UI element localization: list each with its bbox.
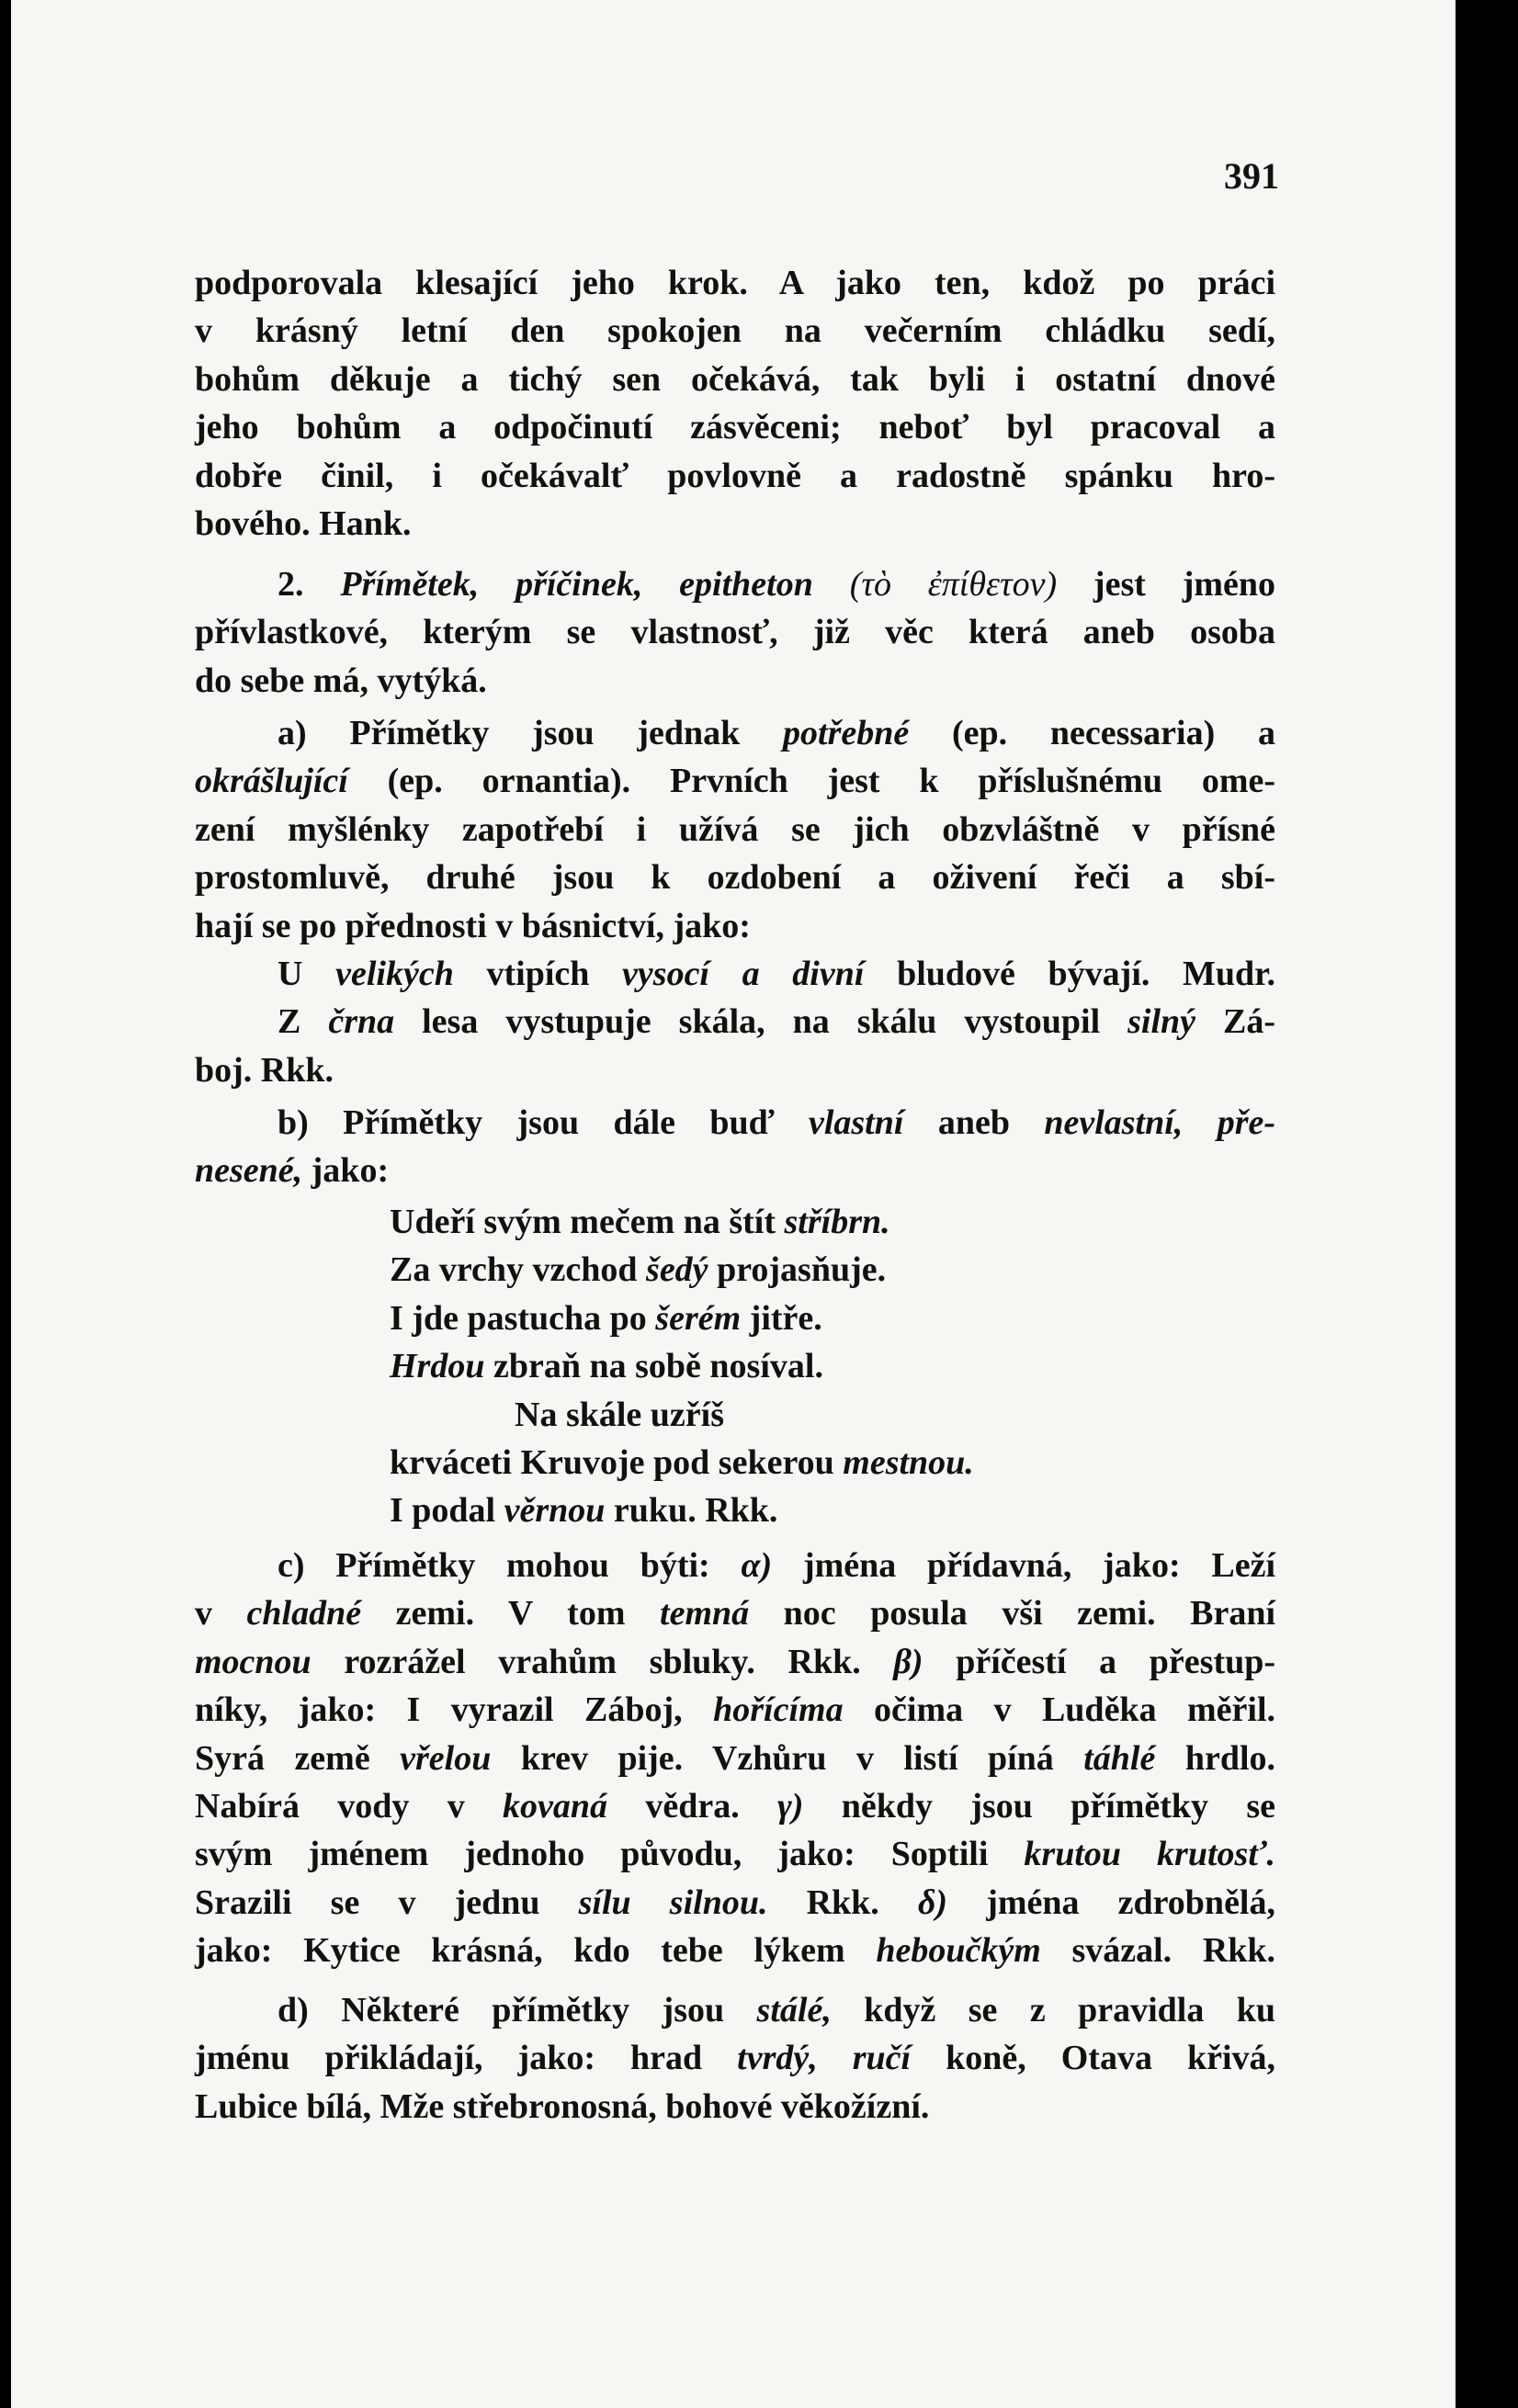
text-line: U velikých vtipích vysocí a divní bludové bývají. Mudr. — [278, 954, 1276, 993]
text-line: a) Přímětky jsou jednak potřebné (ep. necessaria) a — [278, 714, 1275, 752]
text-line: 2. Přímětek, příčinek, epitheton (τὸ ἐπίθετον) jest jméno — [278, 565, 1276, 604]
text-line: b) Přímětky jsou dále buď vlastní aneb nevlastní, pře- — [278, 1103, 1275, 1142]
text-line: zení myšlénky zapotřebí i užívá se jich obzvláštně v přísné — [195, 809, 1275, 849]
text-line: v krásný letní den spokojen na večerním chládku sedí, — [195, 311, 1275, 351]
paragraph-d — [195, 1986, 1275, 2131]
page-edge-shadow — [1456, 0, 1492, 2408]
verse-line: Hrdou zbraň na sobě nosíval. — [390, 1347, 823, 1386]
term-primetek: Přímětek, — [340, 565, 480, 604]
verse-line: I jde pastucha po šerém jitře. — [390, 1298, 822, 1338]
text-line: přívlastkové, kterým se vlastnosť, již věc která aneb osoba — [195, 613, 1275, 652]
text-line: dobře činil, i očekávalť povlovně a radostně spánku hro- — [195, 456, 1275, 495]
greek-term: (τὸ ἐπίθετον) — [849, 565, 1058, 604]
page-number: 391 — [1224, 155, 1279, 197]
section-number: 2. — [278, 565, 304, 604]
text-line: bohům děkuje a tichý sen očekává, tak byli i ostatní dnové — [195, 359, 1275, 399]
verse-block — [390, 1198, 1217, 1535]
paragraph-a — [195, 709, 1275, 1094]
term-pricinek: příčinek, — [515, 565, 643, 604]
verse-line: Na skále uzříš — [515, 1395, 724, 1434]
text-line: hají se po přednosti v básnictví, jako: — [195, 906, 751, 945]
text-line: do sebe má, vytýká. — [195, 661, 487, 700]
term-epitheton: epitheton — [679, 565, 813, 604]
verse-line: krváceti Kruvoje pod sekerou mestnou. — [390, 1442, 974, 1482]
text-line: v chladné zemi. V tom temná noc posula vši zemi. Braní — [195, 1594, 1276, 1634]
text-line: boj. Rkk. — [195, 1050, 334, 1090]
text-line: nesené, jako: — [195, 1151, 390, 1191]
verse-line: Za vrchy vzchod šedý projasňuje. — [390, 1250, 887, 1290]
paragraph-b — [195, 1099, 1275, 1195]
text-line: níky, jako: I vyrazil Záboj, hořícíma očima v Luděka měřil. — [195, 1690, 1276, 1730]
verse-line: I podal věrnou ruku. Rkk. — [390, 1491, 778, 1531]
text-line: jménu přikládají, jako: hrad tvrdý, ručí koně, Otava křivá, — [195, 2039, 1276, 2078]
text-line: d) Některé přímětky jsou stálé, když se z pravidla ku — [278, 1991, 1276, 2029]
text-line: Syrá země vřelou krev pije. Vzhůru v listí píná táhlé hrdlo. — [195, 1738, 1276, 1778]
text-line: svým jménem jednoho původu, jako: Soptili krutou krutosť. — [195, 1835, 1276, 1874]
text-line: c) Přímětky mohou býti: α) jména přídavná, jako: Leží — [278, 1546, 1276, 1585]
text-line: bového. Hank. — [195, 503, 412, 543]
text-line: podporovala klesající jeho krok. A jako ten, kdož po práci — [195, 264, 1275, 302]
text-line: jeho bohům a odpočinutí zásvěceni; neboť byl pracoval a — [195, 408, 1275, 447]
book-page — [11, 0, 1492, 2408]
text-line: mocnou rozrážel vrahům sbluky. Rkk. β) příčestí a přestup- — [195, 1642, 1276, 1681]
text-line: jako: Kytice krásná, kdo tebe lýkem heboučkým svázal. Rkk. — [195, 1931, 1276, 1971]
verse-line: Udeří svým mečem na štít stříbrn. — [390, 1203, 890, 1241]
text-line: Nabírá vody v kovaná vědra. γ) někdy jsou přímětky se — [195, 1786, 1276, 1826]
paragraph-2 — [195, 560, 1275, 705]
text-line: Z črna lesa vystupuje skála, na skálu vystoupil silný Zá- — [278, 1002, 1276, 1042]
text-line: Lubice bílá, Mže střebronosná, bohové věkožízní. — [195, 2086, 930, 2126]
paragraph-1 — [195, 259, 1275, 548]
text-line: okrášlující (ep. ornantia). Prvních jest k příslušnému ome- — [195, 762, 1276, 801]
text-line: Srazili se v jednu sílu silnou. Rkk. δ) jména zdrobnělá, — [195, 1882, 1275, 1922]
paragraph-c — [195, 1542, 1275, 1975]
text-line: prostomluvě, druhé jsou k ozdobení a oživení řeči a sbí- — [195, 858, 1275, 898]
